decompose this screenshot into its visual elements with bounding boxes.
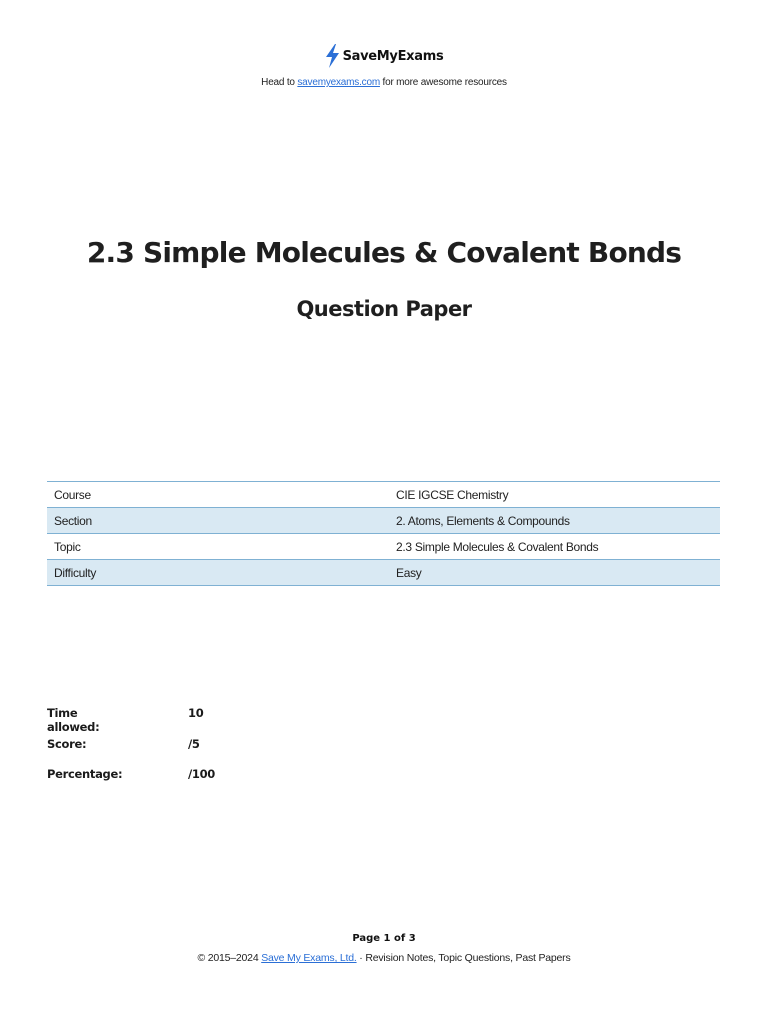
table-row-difficulty <box>47 560 720 586</box>
page-header <box>0 44 768 88</box>
page-title: 2.3 Simple Molecules & Covalent Bonds <box>86 236 682 269</box>
table-cell-value: Easy <box>396 565 422 580</box>
savemyexams-link[interactable]: savemyexams.com <box>297 77 380 88</box>
time-allowed-label: Time allowed: <box>47 706 100 734</box>
page-subtitle: Question Paper <box>296 297 472 321</box>
copyright-prefix: © 2015–2024 <box>197 952 262 964</box>
table-cell-label: Difficulty <box>54 565 97 580</box>
percentage-value: /100 <box>188 767 216 781</box>
table-cell-label: Topic <box>54 539 81 554</box>
score-label: Score: <box>47 736 87 751</box>
table-row-topic <box>47 534 720 560</box>
course-info-table <box>47 481 720 586</box>
percentage-label: Percentage: <box>47 767 123 781</box>
tagline <box>0 77 768 88</box>
lightning-bolt-icon <box>325 44 340 68</box>
brand-name: SaveMyExams <box>342 48 444 64</box>
brand-logo[interactable] <box>325 44 444 68</box>
copyright <box>0 952 768 964</box>
table-cell-value: CIE IGCSE Chemistry <box>396 487 509 502</box>
table-row-course <box>47 482 720 508</box>
table-cell-value: 2.3 Simple Molecules & Covalent Bonds <box>396 539 599 554</box>
score-value: /5 <box>188 736 200 751</box>
page-footer <box>0 933 768 964</box>
table-row-section <box>47 508 720 534</box>
table-cell-label: Section <box>54 513 92 528</box>
table-cell-label: Course <box>54 487 91 502</box>
copyright-suffix: · Revision Notes, Topic Questions, Past Papers <box>356 952 571 964</box>
page-number: Page 1 of 3 <box>352 933 416 944</box>
tagline-suffix: for more awesome resources <box>379 77 507 88</box>
table-cell-value: 2. Atoms, Elements & Compounds <box>396 513 570 528</box>
tagline-prefix: Head to <box>261 77 298 88</box>
savemyexams-ltd-link[interactable]: Save My Exams, Ltd. <box>261 952 357 964</box>
time-allowed-value: 10 <box>188 706 204 720</box>
